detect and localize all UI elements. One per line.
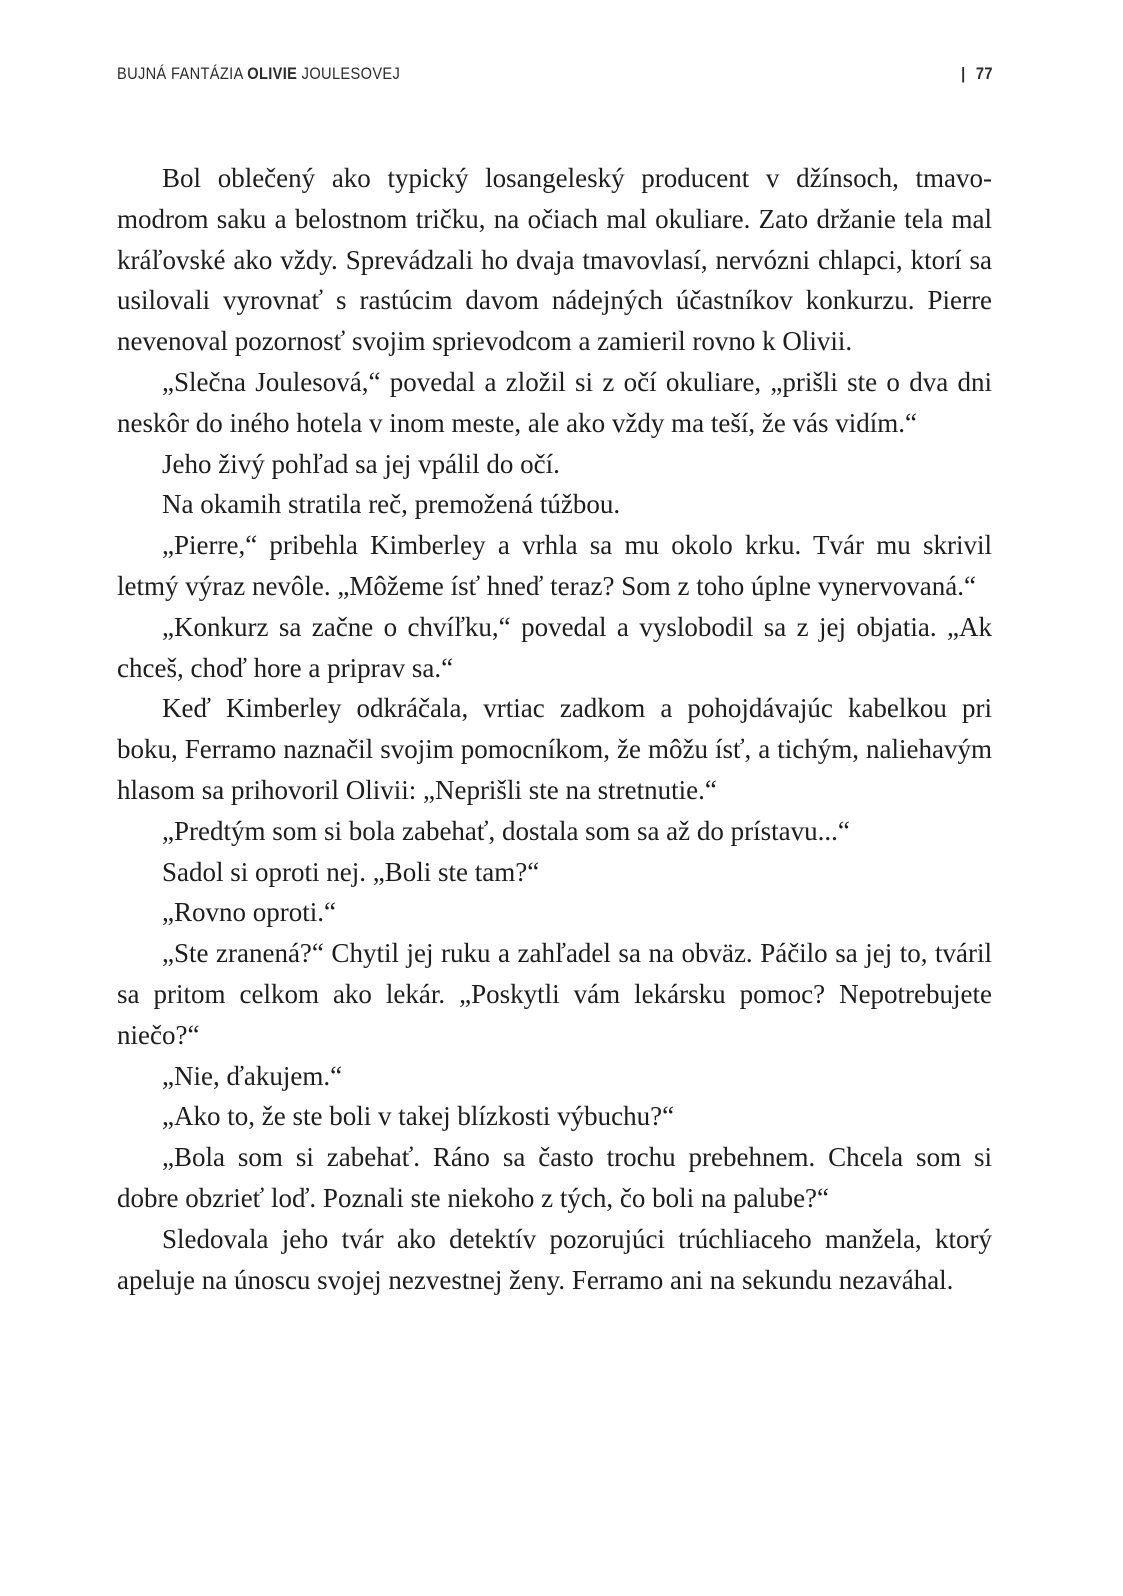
body-text — [117, 158, 992, 1300]
paragraph: „Nie, ďakujem.“ — [162, 1060, 343, 1091]
running-title-suffix: JOULESOVEJ — [297, 64, 401, 83]
header-separator: | — [961, 64, 966, 83]
paragraph: „Ako to, že ste boli v takej blízkosti výbuchu?“ — [162, 1101, 675, 1132]
paragraph: „Pierre,“ pribehla Kimberley a vrhla sa mu okolo krku. Tvár mu skrivil letmý výraz nevôle. „Môžeme ísť hneď teraz? Som z toho úplne vynervovaná.“ — [117, 530, 992, 601]
paragraph: Keď Kimberley odkráčala, vrtiac zadkom a pohojdávajúc kabelkou pri boku, Ferramo naznačil svojim pomocníkom, že môžu ísť, a tichým, naliehavým hlasom sa prihovoril Olivii: „Neprišli ste na stretnutie.“ — [117, 693, 992, 805]
page-number: 77 — [976, 64, 993, 83]
paragraph: Bol oblečený ako typický losangeleský producent v džínsoch, tmavomodrom saku a belostnom tričku, na očiach mal okuliare. Zato držanie tela mal kráľovské ako vždy. Sprevádzali ho dvaja tmavovlasí, nervózni chlapci, ktorí sa usilovali vyrovnať s rastúcim davom nádejných účastníkov konkurzu. Pierre nevenoval pozornosť svojim sprievodcom a zamieril rovno k Olivii. — [117, 163, 992, 357]
paragraph: Sadol si oproti nej. „Boli ste tam?“ — [162, 856, 540, 887]
paragraph: Jeho živý pohľad sa jej vpálil do očí. — [162, 448, 560, 479]
running-title-prefix: BUJNÁ FANTÁZIA — [117, 64, 248, 83]
paragraph: „Rovno oproti.“ — [162, 897, 336, 928]
paragraph: „Predtým som si bola zabehať, dostala som sa až do prístavu...“ — [162, 815, 850, 846]
page-number-block — [961, 64, 993, 84]
running-header — [117, 64, 993, 90]
paragraph: „Slečna Joulesová,“ povedal a zložil si z očí okuliare, „prišli ste o dva dni neskôr do iného hotela v inom meste, ale ako vždy ma teší, že vás vidím.“ — [117, 366, 992, 438]
paragraph: Sledovala jeho tvár ako detektív pozorujúci trúchliaceho manžela, ktorý apeluje na únoscu svojej nezvestnej ženy. Ferramo ani na sekundu nezaváhal. — [117, 1223, 992, 1295]
running-title-bold: OLIVIE — [247, 64, 298, 83]
paragraph: „Ste zranená?“ Chytil jej ruku a zahľadel sa na obväz. Páčilo sa jej to, tváril sa pritom celkom ako lekár. „Poskytli vám lekársku pomoc? Nepotrebujete niečo?“ — [117, 938, 992, 1050]
paragraph: „Bola som si zabehať. Ráno sa často trochu prebehnem. Chcela som si dobre obzrieť loď. Poznali ste niekoho z tých, čo boli na palube?“ — [117, 1142, 992, 1213]
paragraph: „Konkurz sa začne o chvíľku,“ povedal a vyslobodil sa z jej objatia. „Ak chceš, choď hore a priprav sa.“ — [117, 611, 992, 683]
running-title — [117, 64, 400, 84]
paragraph: Na okamih stratila reč, premožená túžbou. — [162, 489, 621, 520]
